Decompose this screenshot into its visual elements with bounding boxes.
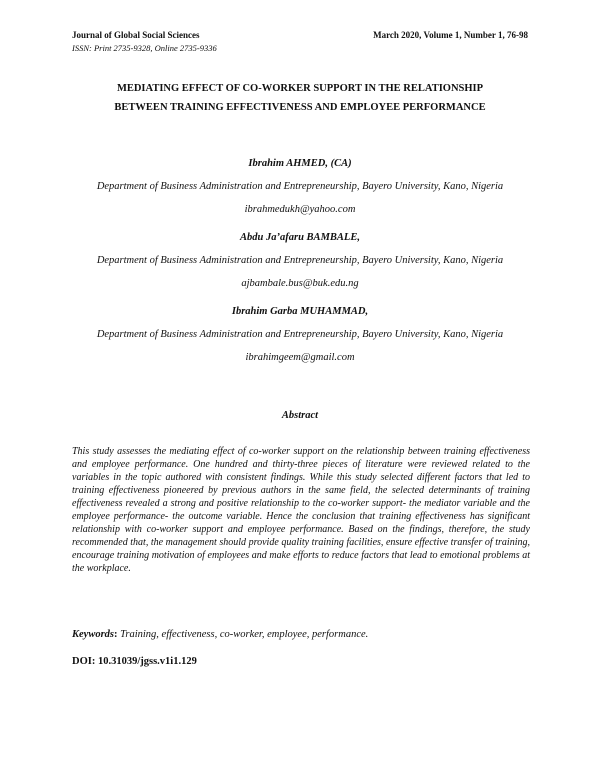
author-email-1: ibrahmedukh@yahoo.com bbox=[244, 204, 356, 215]
title-line-2: BETWEEN TRAINING EFFECTIVENESS AND EMPLOYEE PERFORMANCE bbox=[114, 102, 486, 113]
author-name-1: Ibrahim AHMED, (CA) bbox=[248, 158, 352, 169]
keywords-line bbox=[72, 629, 542, 640]
author-affiliation-2: Department of Business Administration and Entrepreneurship, Bayero University, Kano, Nigeria bbox=[96, 255, 504, 266]
author-email-3: ibrahimgeem@gmail.com bbox=[245, 352, 355, 363]
keywords-text: Training, effectiveness, co-worker, employee, performance. bbox=[117, 629, 369, 640]
title-line-1: MEDIATING EFFECT OF CO-WORKER SUPPORT IN THE RELATIONSHIP bbox=[116, 83, 484, 94]
keywords-label: Keywords bbox=[72, 629, 114, 640]
abstract-text: This study assesses the mediating effect of co-worker support on the relationship between training effectiveness and employee performance. One hundred and thirty-three pieces of literature were reviewed related to the variables in the topic authored with consistent findings. While this study selected different factors that led to training effectiveness pioneered by previous authors in the same field, the selected determinants of training effectiveness revealed a strong and positive relationship to the co-worker support- the mediator variable and the employee performance- the outcome variable. Hence the conclusion that training effectiveness has significant relationship with co-worker support and employee performance. Based on the findings, therefore, the study recommended that, the management should provide quality training facilities, ensure effective transfer of training, encourage training motivation of employees and make efforts to reduce factors that lead to emotional problems at the workplace. bbox=[72, 446, 530, 574]
author-affiliation-3: Department of Business Administration and Entrepreneurship, Bayero University, Kano, Nigeria bbox=[96, 329, 504, 340]
author-name-3: Ibrahim Garba MUHAMMAD, bbox=[231, 306, 369, 317]
doi-line: DOI: 10.31039/jgss.v1i1.129 bbox=[72, 656, 197, 667]
issue-info: March 2020, Volume 1, Number 1, 76-98 bbox=[373, 30, 528, 40]
paper-title bbox=[60, 79, 540, 117]
author-email-2: ajbambale.bus@buk.edu.ng bbox=[241, 278, 359, 289]
journal-name: Journal of Global Social Sciences bbox=[72, 30, 200, 40]
author-name-2: Abdu Ja’afaru BAMBALE, bbox=[240, 232, 360, 243]
author-affiliation-1: Department of Business Administration and Entrepreneurship, Bayero University, Kano, Nigeria bbox=[96, 181, 504, 192]
keywords-colon: : bbox=[114, 629, 118, 640]
issn-line: ISSN: Print 2735-9328, Online 2735-9336 bbox=[72, 43, 217, 53]
abstract-heading: Abstract bbox=[281, 410, 319, 421]
